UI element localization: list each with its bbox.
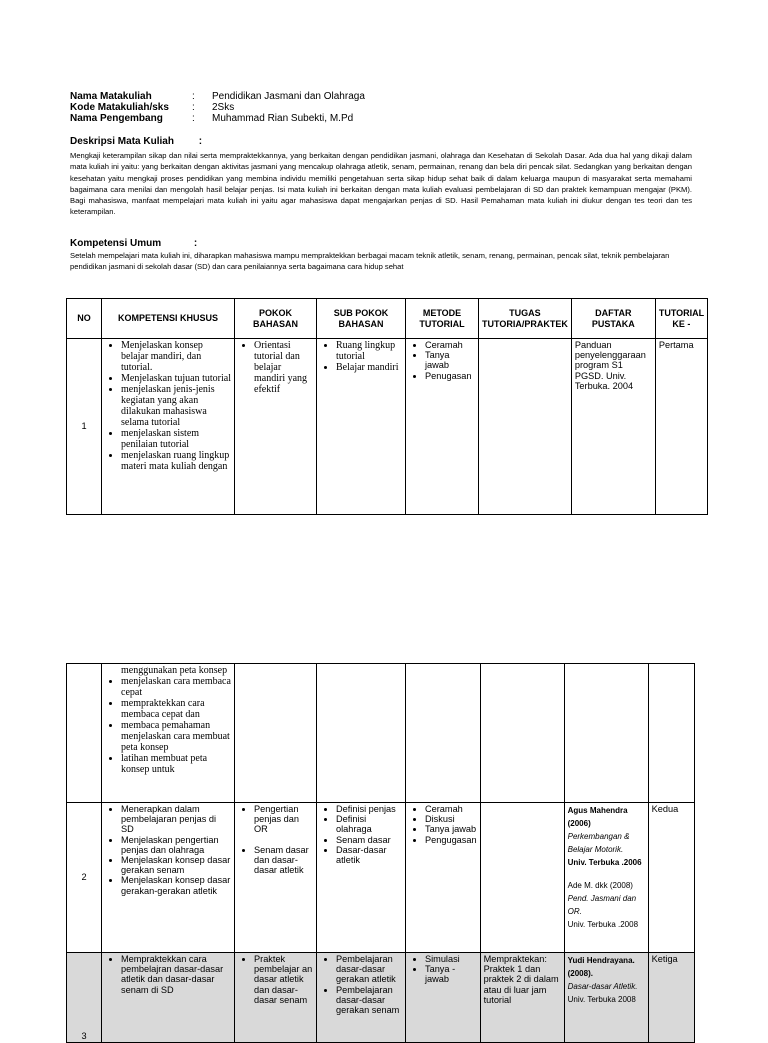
list-item: • Belajar mandiri: [336, 362, 402, 373]
list-item: • Penugasan: [425, 371, 475, 381]
row-tutorial: Ketiga: [648, 953, 694, 1043]
row-pokok: [235, 339, 317, 515]
ref-author: Agus Mahendra (2006): [567, 806, 628, 828]
row-sub: [317, 953, 406, 1043]
header-tutorial: TUTORIAL KE -: [655, 299, 707, 339]
competency-text: Setelah mempelajari mata kuliah ini, diharapkan mahasiswa mampu mempraktekkan berbagai macam teknik atletik, senam, renang, permainan, pencak silat, teknik pembelajaran pendidikan jasmani di sekolah dasar (SD) dan cara penilaiannya serta bagaimana cara hidup sehat: [70, 251, 670, 272]
list-item: • Tanya jawab: [425, 824, 477, 834]
list-item: • Tanya - jawab: [425, 964, 477, 984]
row-sub: [317, 339, 406, 515]
list-item: • mempraktekkan cara membaca cepat dan: [121, 698, 231, 720]
ref-title: Pend. Jasmani dan OR.: [567, 894, 637, 916]
ref-title: Dasar-dasar Atletik.: [567, 982, 638, 991]
table-row: [67, 803, 695, 953]
list-item: • Pengugasan: [425, 835, 477, 845]
list-item: • Simulasi: [425, 954, 477, 964]
info-colon: :: [192, 91, 195, 102]
row-kompetensi: [102, 339, 235, 515]
row-tugas: [479, 339, 572, 515]
row-metode: [406, 953, 481, 1043]
info-colon: :: [192, 102, 195, 113]
list-item: • Mempraktekkan cara pembelajran dasar-dasar atletik dan dasar-dasar senam di SD: [121, 954, 231, 995]
header-sub: SUB POKOK BAHASAN: [317, 299, 406, 339]
row-kompetensi: [102, 664, 235, 803]
row-kompetensi: [102, 953, 235, 1043]
list-item: • Menjelaskan konsep dasar gerakan senam: [121, 855, 231, 875]
list-item: • Diskusi: [425, 814, 477, 824]
info-value: 2Sks: [212, 102, 235, 113]
info-label: Nama Pengembang: [70, 113, 163, 124]
row-no: 3: [67, 953, 102, 1043]
list-item: • Senam dasar dan dasar-dasar atletik: [254, 845, 313, 876]
list-item: • Dasar-dasar atletik: [336, 845, 402, 865]
header-tugas: TUGAS TUTORIA/PRAKTEK: [479, 299, 572, 339]
header-no: NO: [67, 299, 102, 339]
ref-publisher: Univ. Terbuka 2008: [567, 995, 636, 1004]
list-item: • Menjelaskan pengertian penjas dan olahraga: [121, 835, 231, 855]
row-no: 2: [67, 803, 102, 953]
list-item: • Pengertian penjas dan OR: [254, 804, 313, 835]
list-item: • menjelaskan cara membaca cepat: [121, 676, 231, 698]
row-tugas: Mempraktekan: Praktek 1 dan praktek 2 di dalam atau di luar jam tutorial: [480, 953, 564, 1043]
list-item: • Menjelaskan tujuan tutorial: [121, 373, 231, 384]
list-item: menggunakan peta konsep: [121, 665, 228, 676]
table-row: [67, 953, 695, 1043]
row-tutorial: Kedua: [648, 803, 694, 953]
row-kompetensi: [102, 803, 235, 953]
ref-publisher: Univ. Terbuka .2008: [567, 920, 639, 929]
row-pokok: [235, 803, 317, 953]
ref-title: Perkembangan & Belajar Motorik.: [567, 832, 630, 854]
competency-title: Kompetensi Umum: [70, 238, 162, 249]
info-row-code: [70, 102, 365, 113]
ref-author: Yudi Hendrayana. (2008).: [567, 956, 635, 978]
syllabus-table: [66, 298, 708, 515]
list-item: • Menjelaskan konsep belajar mandiri, dan tutorial.: [121, 340, 231, 373]
list-item: • latihan membuat peta konsep untuk: [121, 753, 231, 775]
table-row: [67, 664, 695, 803]
table-header-row: [67, 299, 708, 339]
list-item: • membaca pemahaman menjelaskan cara membuat peta konsep: [121, 720, 231, 753]
list-item: • Menerapkan dalam pembelajaran penjas di SD: [121, 804, 231, 835]
row-pustaka: [564, 953, 648, 1043]
row-tutorial: Pertama: [655, 339, 707, 515]
info-row-developer: [70, 113, 365, 124]
row-no: 1: [67, 339, 102, 515]
list-item: • Menjelaskan konsep dasar gerakan-gerakan atletik: [121, 875, 231, 895]
syllabus-table-continued: [66, 663, 695, 1043]
header-metode: METODE TUTORIAL: [406, 299, 479, 339]
info-label: Nama Matakuliah: [70, 91, 152, 102]
ref-publisher: Univ. Terbuka .2006: [567, 858, 642, 867]
competency-heading: Kompetensi Umum :: [70, 238, 198, 249]
list-item: • Ruang lingkup tutorial: [336, 340, 402, 362]
row-metode: [406, 339, 479, 515]
info-value: Muhammad Rian Subekti, M.Pd: [212, 113, 354, 124]
course-info: [70, 91, 365, 124]
list-item: • menjelaskan jenis-jenis kegiatan yang akan dilakukan mahasiswa selama tutorial: [121, 384, 231, 428]
description-title: Deskripsi Mata Kuliah: [70, 136, 174, 147]
row-pustaka: Panduan penyelenggaraan program S1 PGSD. Univ. Terbuka. 2004: [571, 339, 655, 515]
list-item: • Definisi olahraga: [336, 814, 402, 834]
table-row: [67, 339, 708, 515]
row-sub: [317, 803, 406, 953]
info-label: Kode Matakuliah/sks: [70, 102, 169, 113]
list-item: • Ceramah: [425, 340, 475, 350]
list-item: • Senam dasar: [336, 835, 402, 845]
description-heading: Deskripsi Mata Kuliah :: [70, 136, 203, 147]
header-kompetensi: KOMPETENSI KHUSUS: [102, 299, 235, 339]
list-item: • menjelaskan ruang lingkup materi mata kuliah dengan: [121, 450, 231, 472]
header-pustaka: DAFTAR PUSTAKA: [571, 299, 655, 339]
row-pustaka: [564, 803, 648, 953]
row-metode: [406, 803, 481, 953]
row-tugas: [480, 803, 564, 953]
list-item: • Tanya jawab: [425, 350, 475, 370]
list-item: • Orientasi tutorial dan belajar mandiri yang efektif: [254, 340, 313, 395]
description-text: Mengkaji keterampilan sikap dan nilai serta mempraktekkannya, yang berkaitan dengan pendidikan jasmani, olahraga dan Kesehatan di Sekolah Dasar. Ada dua hal yang dikaji dalam mata kuliah ini yaitu: yang berkaitan dengan aktivitas jasmani yang mencakup olahraga atletik, senam, permainan, renang dan bela diri pencak silat. Sedangkan yang berkaitan dengan kesehatan yaitu mengkaji proses pendidikan yang membina individu memiliki pengetahuan serta sikap hidup sehat baik di dalam keluarga maupun di masyarakat serta memahami bagaimana cara menilai dan mengolah hasil belajar penjas. Isi mata kuliah ini berkaitan dengan mata kuliah evaluasi pembelajaran di SD dan praktek kemampuan mengajar (PKM). Bagi mahasiswa, manfaat mempelajari mata kuliah ini yaitu agar mahasiswa dapat mengajarkan penjas di SD. Hasil Pemahaman mata kuliah ini diukur dengan tes teori dan tes keterampilan.: [70, 151, 692, 217]
list-item: • Definisi penjas: [336, 804, 402, 814]
list-item: • Pembelajaran dasar-dasar gerakan senam: [336, 985, 402, 1016]
list-item: • Ceramah: [425, 804, 477, 814]
list-item: • Praktek pembelajar an dasar atletik dan dasar-dasar senam: [254, 954, 313, 1005]
list-item: • menjelaskan sistem penilaian tutorial: [121, 428, 231, 450]
list-item: • Pembelajaran dasar-dasar gerakan atletik: [336, 954, 402, 985]
info-colon: :: [192, 113, 195, 124]
row-pokok: [235, 953, 317, 1043]
info-value: Pendidikan Jasmani dan Olahraga: [212, 91, 365, 102]
info-row-name: [70, 91, 365, 102]
header-pokok: POKOK BAHASAN: [235, 299, 317, 339]
ref-author: Ade M. dkk (2008): [567, 881, 633, 890]
